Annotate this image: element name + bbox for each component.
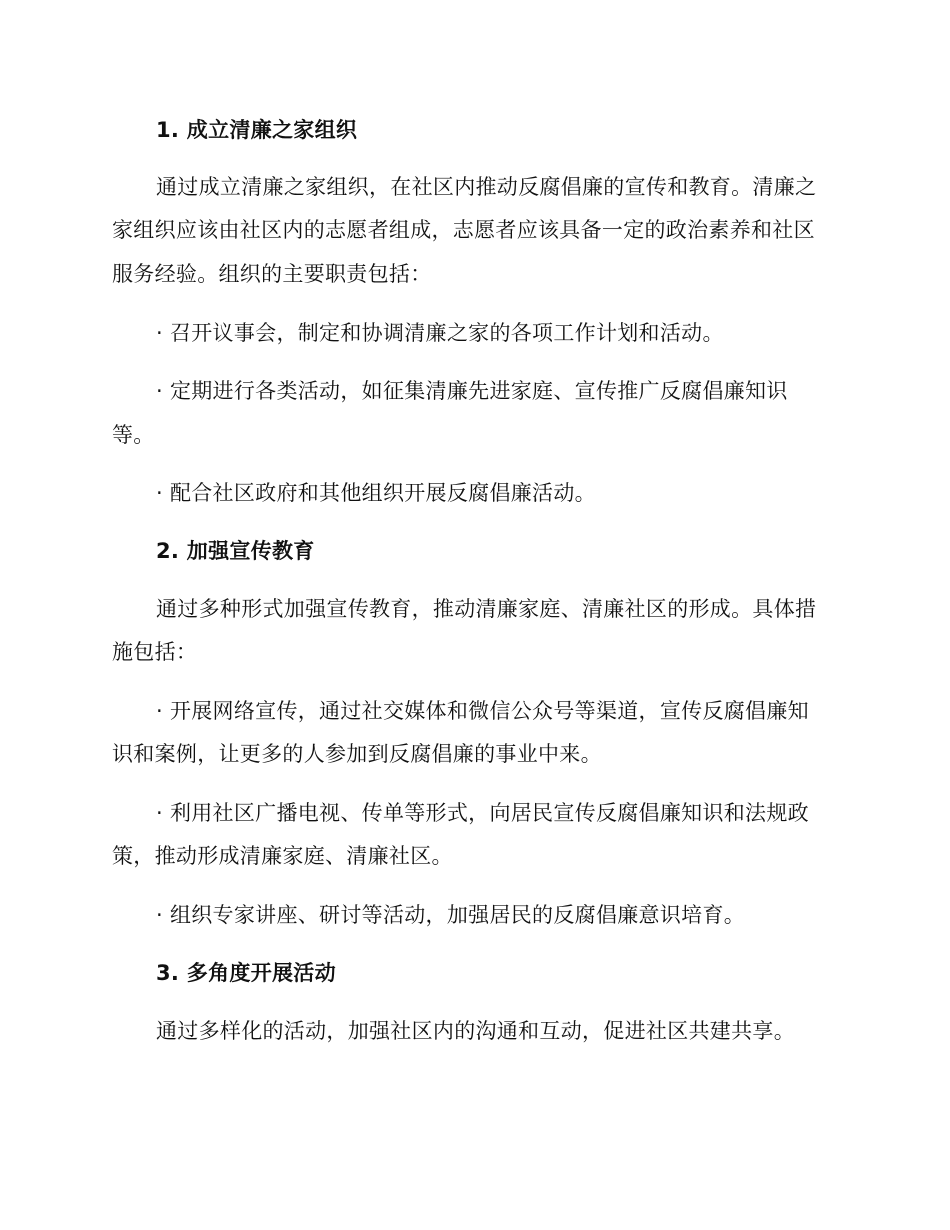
section-1-bullet-2-line-2: 等。 xyxy=(112,423,155,447)
section-1-bullet-1: · 召开议事会，制定和协调清廉之家的各项工作计划和活动。 xyxy=(156,321,724,345)
section-1-bullet-2-line-1: · 定期进行各类活动，如征集清廉先进家庭、宣传推广反腐倡廉知识 xyxy=(156,379,788,403)
section-2-bullet-3: · 组织专家讲座、研讨等活动，加强居民的反腐倡廉意识培育。 xyxy=(156,903,746,927)
section-1-bullet-3: · 配合社区政府和其他组织开展反腐倡廉活动。 xyxy=(156,481,596,505)
section-1-paragraph-line-1: 通过成立清廉之家组织，在社区内推动反腐倡廉的宣传和教育。清廉之 xyxy=(156,175,817,199)
section-1-paragraph-line-2: 家组织应该由社区内的志愿者组成，志愿者应该具备一定的政治素养和社区 xyxy=(112,218,815,242)
section-2-heading: 2. 加强宣传教育 xyxy=(156,539,315,563)
section-3-heading: 3. 多角度开展活动 xyxy=(156,961,336,985)
section-2-paragraph-line-1: 通过多种形式加强宣传教育，推动清廉家庭、清廉社区的形成。具体措 xyxy=(156,597,817,621)
section-1-heading: 1. 成立清廉之家组织 xyxy=(156,118,358,142)
section-2-bullet-1-line-1: · 开展网络宣传，通过社交媒体和微信公众号等渠道，宣传反腐倡廉知 xyxy=(156,699,809,723)
section-2-paragraph-line-2: 施包括： xyxy=(112,640,198,664)
section-1-paragraph-line-3: 服务经验。组织的主要职责包括： xyxy=(112,262,432,286)
section-2-bullet-1-line-2: 识和案例，让更多的人参加到反腐倡廉的事业中来。 xyxy=(112,742,602,766)
section-2-bullet-2-line-1: · 利用社区广播电视、传单等形式，向居民宣传反腐倡廉知识和法规政 xyxy=(156,801,809,825)
section-2-bullet-2-line-2: 策，推动形成清廉家庭、清廉社区。 xyxy=(112,844,453,868)
section-3-paragraph: 通过多样化的活动，加强社区内的沟通和互动，促进社区共建共享。 xyxy=(156,1019,795,1043)
